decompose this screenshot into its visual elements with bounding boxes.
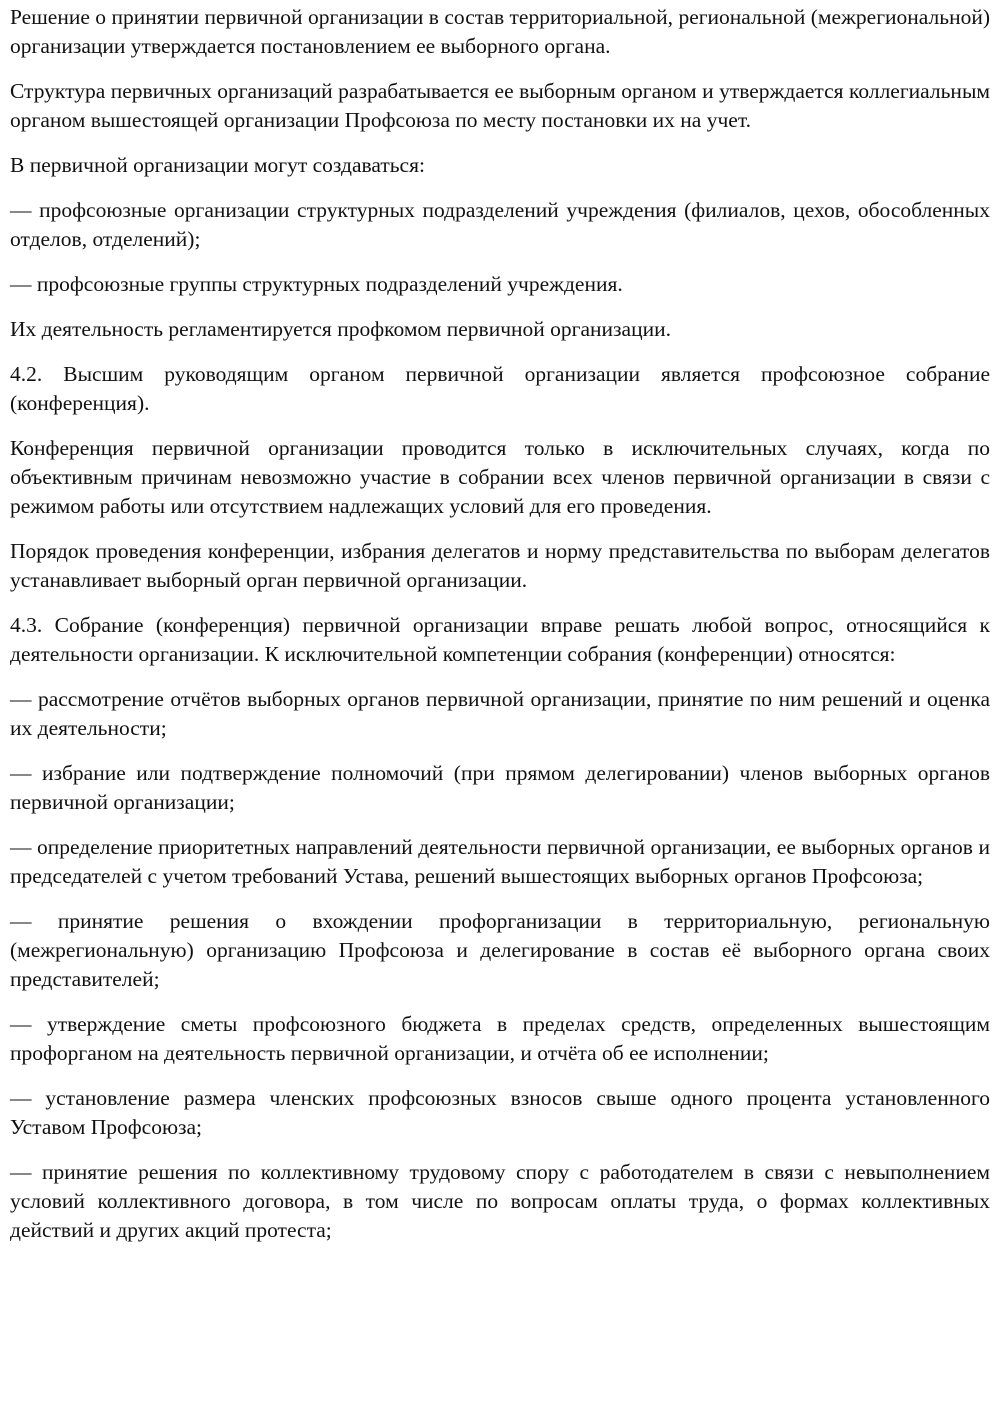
paragraph-regulated-by-profkom: Их деятельность регламентируется профкомом первичной организации. xyxy=(10,317,671,341)
list-item-subdivision-organizations: — профсоюзные организации структурных подразделений учреждения (филиалов, цехов, обособленных отделов, отделений); xyxy=(10,198,990,251)
paragraph-may-create: В первичной организации могут создаваться: xyxy=(10,153,425,177)
list-item-budget-approval: — утверждение сметы профсоюзного бюджета в пределах средств, определенных вышестоящим профорганом на деятельность первичной организации, и отчёта об ее исполнении; xyxy=(10,1012,990,1065)
list-item-reports-review: — рассмотрение отчётов выборных органов первичной организации, принятие по ним решений и оценка их деятельности; xyxy=(10,687,990,740)
list-item-labor-dispute: — принятие решения по коллективному трудовому спору с работодателем в связи с невыполнением условий коллективного договора, в том числе по вопросам оплаты труда, о формах коллективных действий и других акций протеста; xyxy=(10,1160,990,1242)
paragraph-admission-decision: Решение о принятии первичной организации в состав территориальной, региональной (межрегиональной) организации утверждается постановлением ее выборного органа. xyxy=(10,5,990,58)
list-item-election: — избрание или подтверждение полномочий (при прямом делегировании) членов выборных органов первичной организации; xyxy=(10,761,990,814)
paragraph-structure: Структура первичных организаций разрабатывается ее выборным органом и утверждается коллегиальным органом вышестоящей организации Профсоюза по месту постановки их на учет. xyxy=(10,79,990,132)
section-4-3: 4.3. Собрание (конференция) первичной организации вправе решать любой вопрос, относящийся к деятельности организации. К исключительной компетенции собрания (конференции) относятся: xyxy=(10,613,990,666)
paragraph-conference-conditions: Конференция первичной организации проводится только в исключительных случаях, когда по объективным причинам невозможно участие в собрании всех членов первичной организации в связи с режимом работы или отсутствием надлежащих условий для его проведения. xyxy=(10,436,990,518)
paragraph-conference-procedure: Порядок проведения конференции, избрания делегатов и норму представительства по выборам делегатов устанавливает выборный орган первичной организации. xyxy=(10,539,990,592)
list-item-joining-organization: — принятие решения о вхождении профорганизации в территориальную, региональную (межрегиональную) организацию Профсоюза и делегирование в состав её выборного органа своих представителей; xyxy=(10,909,990,991)
list-item-membership-fees: — установление размера членских профсоюзных взносов свыше одного процента установленного Уставом Профсоюза; xyxy=(10,1086,990,1139)
section-4-2: 4.2. Высшим руководящим органом первичной организации является профсоюзное собрание (конференция). xyxy=(10,362,990,415)
list-item-subdivision-groups: — профсоюзные группы структурных подразделений учреждения. xyxy=(10,272,623,296)
list-item-priorities: — определение приоритетных направлений деятельности первичной организации, ее выборных органов и председателей с учетом требований Устава, решений вышестоящих выборных органов Профсоюза; xyxy=(10,835,990,888)
